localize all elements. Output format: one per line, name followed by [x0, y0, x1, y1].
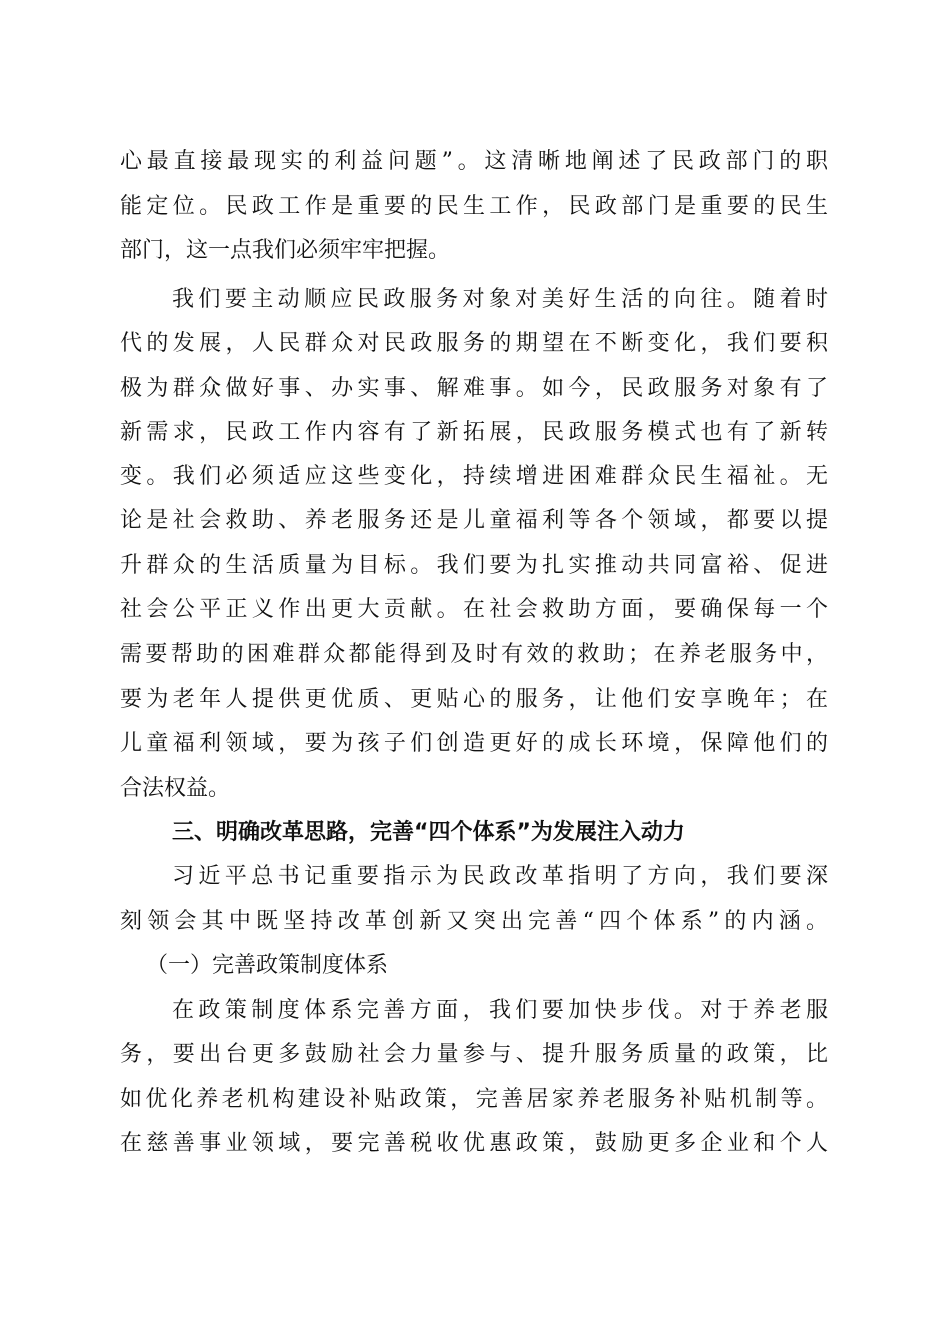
paragraph-line: 在政策制度体系完善方面，我们要加快步伐。对于养老服 — [172, 998, 828, 1023]
paragraph-line: 论是社会救助、养老服务还是儿童福利等各个领域，都要以提 — [120, 508, 828, 533]
paragraph-line: 社会公平正义作出更大贡献。在社会救助方面，要确保每一个 — [120, 597, 828, 622]
paragraph-line: 代的发展，人民群众对民政服务的期望在不断变化，我们要积 — [120, 331, 828, 356]
paragraph-line: 在慈善事业领域，要完善税收优惠政策，鼓励更多企业和个人 — [120, 1131, 828, 1156]
paragraph-line: 习近平总书记重要指示为民政改革指明了方向，我们要深 — [172, 864, 828, 889]
paragraph-line: 如优化养老机构建设补贴政策，完善居家养老服务补贴机制等。 — [120, 1087, 828, 1112]
paragraph-line: 合法权益。 — [120, 776, 231, 801]
paragraph-line: 要为老年人提供更优质、更贴心的服务，让他们安享晚年；在 — [120, 687, 828, 712]
paragraph-line: 部门，这一点我们必须牢牢把握。 — [120, 238, 451, 263]
paragraph-line: 新需求，民政工作内容有了新拓展，民政服务模式也有了新转 — [120, 420, 828, 445]
paragraph-line: 极为群众做好事、办实事、解难事。如今，民政服务对象有了 — [120, 376, 828, 401]
paragraph-line: 升群众的生活质量为目标。我们要为扎实推动共同富裕、促进 — [120, 553, 828, 578]
section-heading: 三、明确改革思路，完善“四个体系”为发展注入动力 — [172, 820, 685, 845]
paragraph-line: 变。我们必须适应这些变化，持续增进困难群众民生福祉。无 — [120, 464, 828, 489]
paragraph-line: 我们要主动顺应民政服务对象对美好生活的向往。随着时 — [172, 287, 828, 312]
paragraph-line: 能定位。民政工作是重要的民生工作，民政部门是重要的民生 — [120, 194, 828, 219]
paragraph-line: 需要帮助的困难群众都能得到及时有效的救助；在养老服务中， — [120, 642, 828, 667]
paragraph-line: 务，要出台更多鼓励社会力量参与、提升服务质量的政策，比 — [120, 1042, 828, 1067]
paragraph-line: 心最直接最现实的利益问题”。这清晰地阐述了民政部门的职 — [120, 149, 828, 174]
subsection-heading: （一）完善政策制度体系 — [146, 953, 389, 978]
paragraph-line: 儿童福利领域，要为孩子们创造更好的成长环境，保障他们的 — [120, 731, 828, 756]
paragraph-line: 刻领会其中既坚持改革创新又突出完善“四个体系”的内涵。 — [120, 909, 828, 934]
